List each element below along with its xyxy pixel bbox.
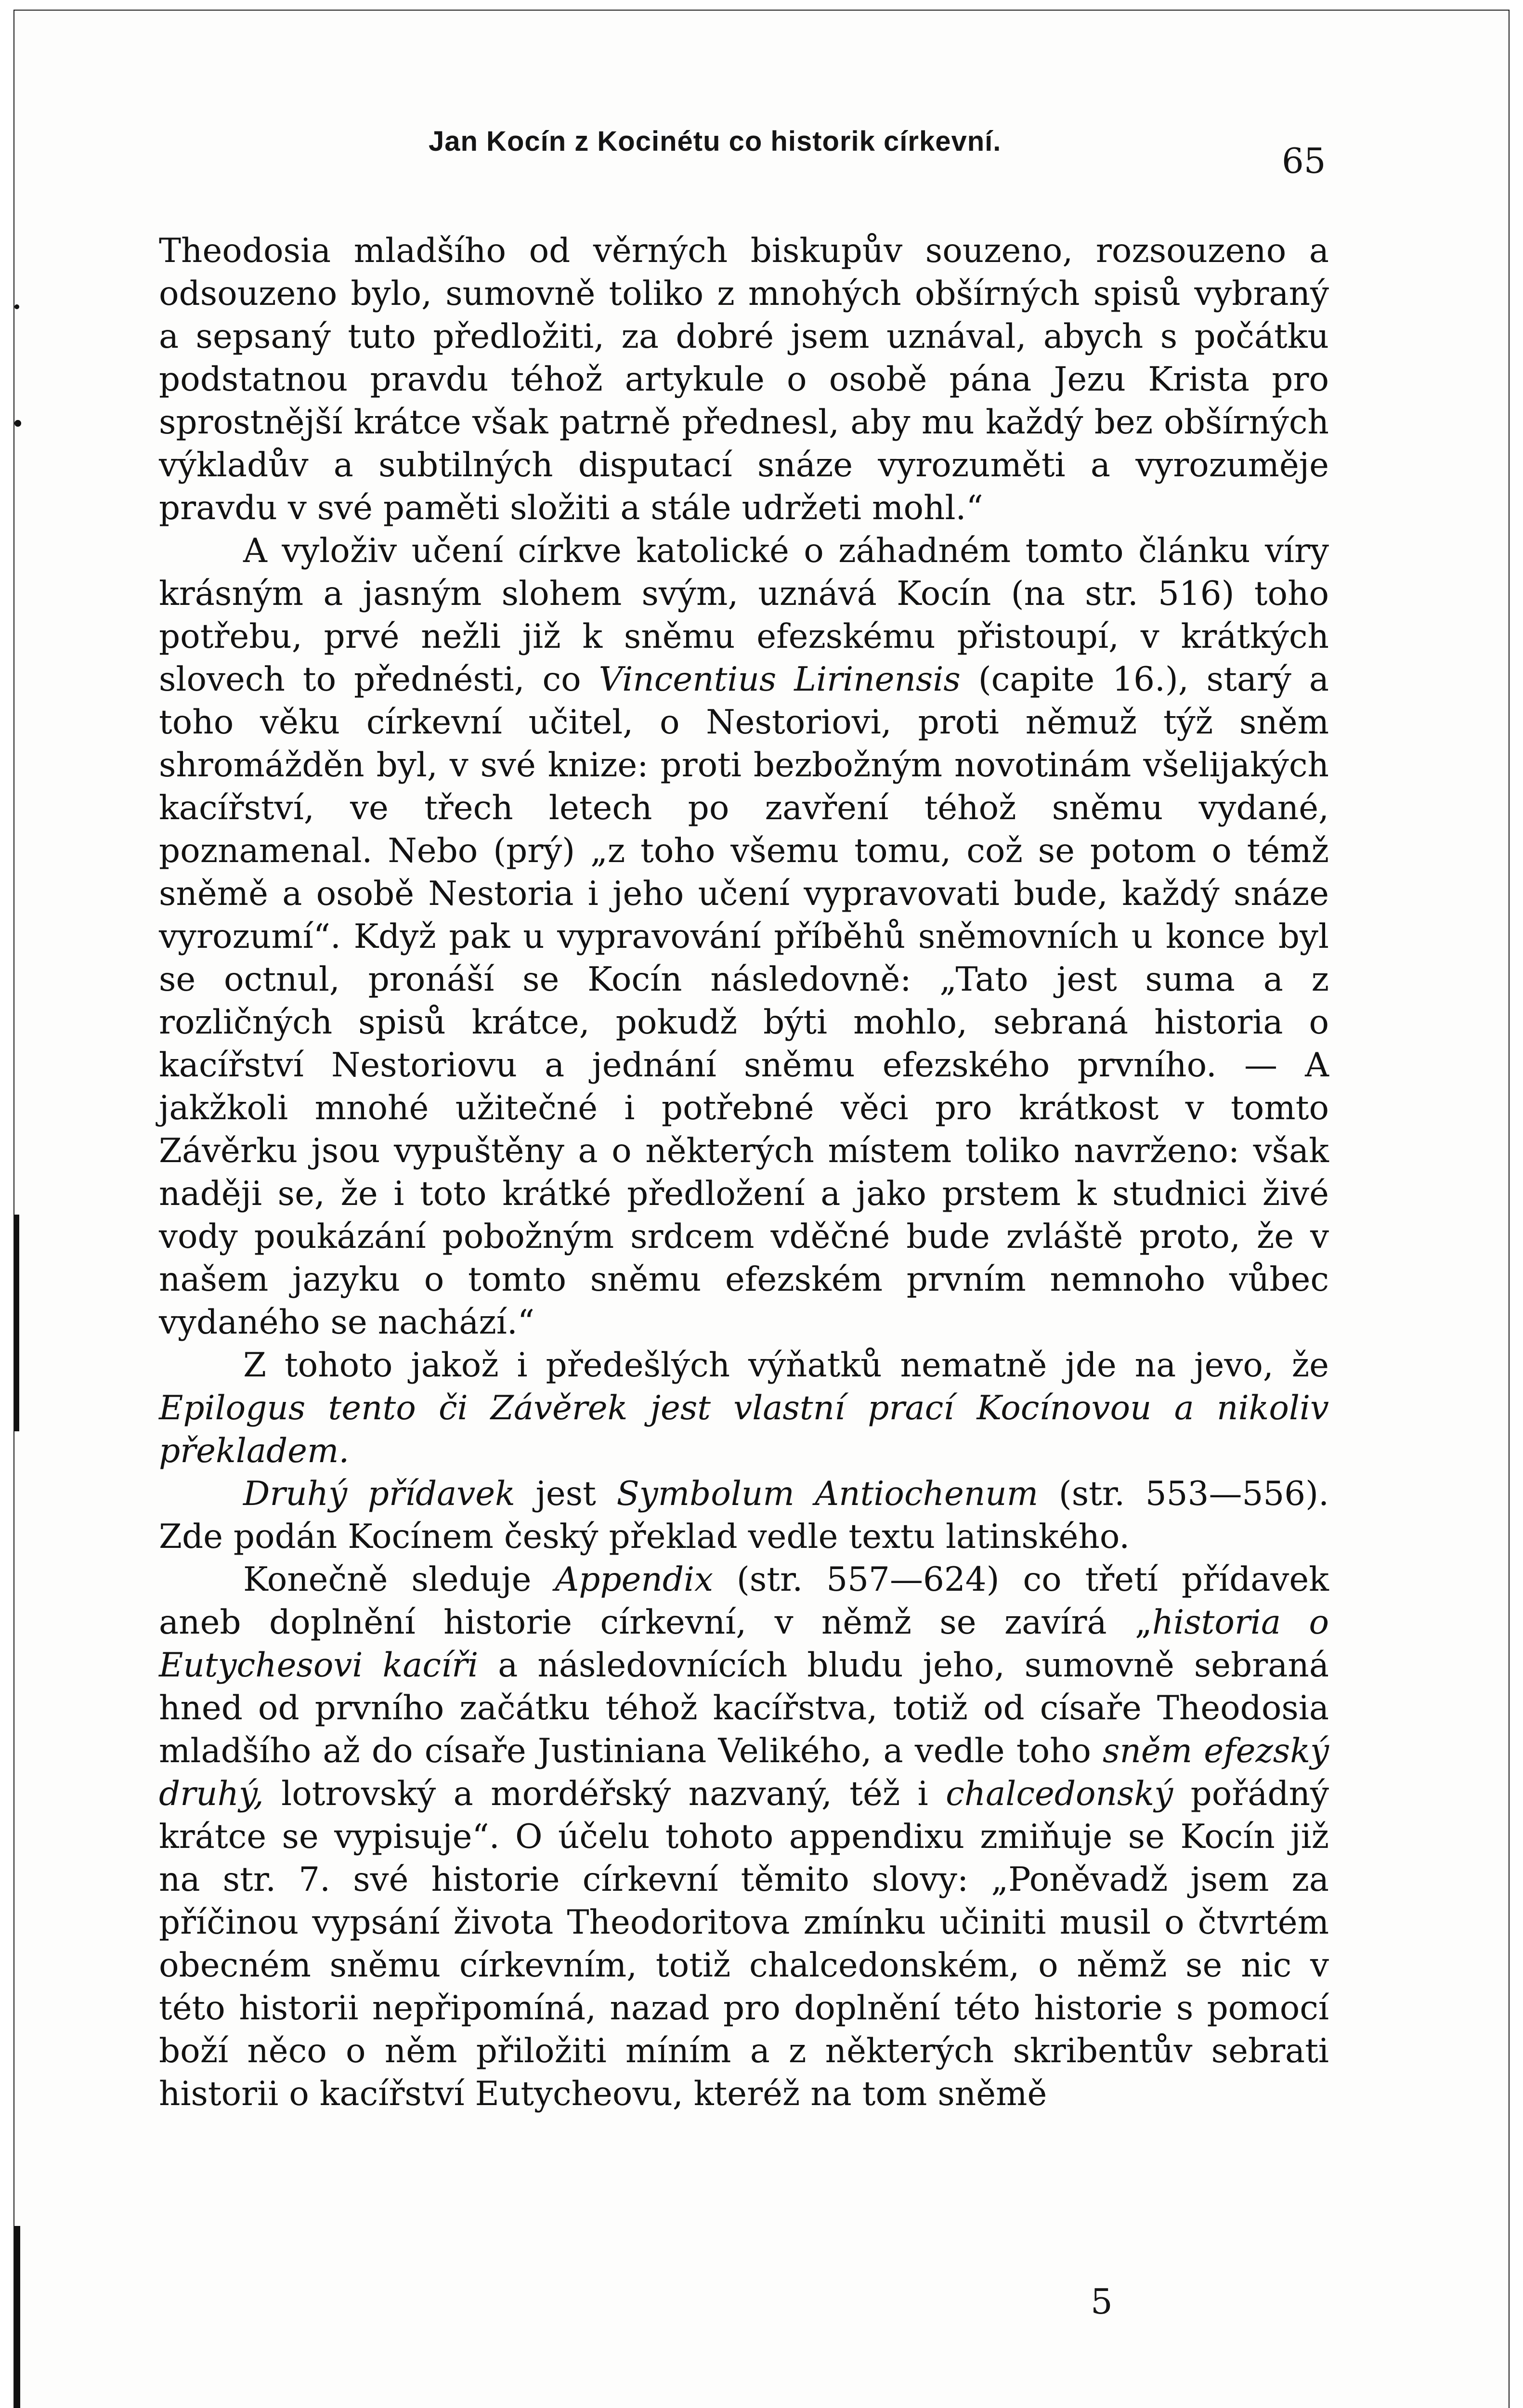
- text-run: a následovnících bludu jeho, sumovně sebraná hned od prvního začátku téhož kacířstva, totiž od císaře Theodosia mladšího až do císaře Justiniana Velikého, a vedle toho: [159, 1646, 1329, 1770]
- italic-text: chalcedonský: [946, 1775, 1173, 1813]
- text-run: (str. 557—624) co třetí přídavek aneb doplnění historie církevní, v němž se zavírá „: [159, 1560, 1329, 1642]
- running-head: Jan Kocín z Kocinétu co historik církevní.: [429, 126, 1002, 157]
- text-run: jest: [515, 1475, 617, 1513]
- paragraph: [159, 1558, 1329, 2116]
- page-number: 65: [1282, 141, 1326, 181]
- scan-shadow: [14, 2226, 20, 2408]
- signature-mark: 5: [1091, 2281, 1113, 2322]
- book-page: [14, 11, 1509, 2408]
- italic-text: sněm efezský druhý,: [159, 1732, 1329, 1813]
- scan-mark: [14, 304, 19, 309]
- text-run: Konečně sleduje: [243, 1560, 555, 1599]
- italic-text: Symbolum Antiochenum: [616, 1475, 1039, 1513]
- scan-shadow: [14, 1215, 19, 1431]
- body-text: [159, 230, 1329, 2116]
- text-run: Theodosia mladšího od věrných biskupův souzeno, rozsouzeno a odsouzeno bylo, sumovně toliko z mnohých obšírných spisů vybraný a sepsaný tuto předložiti, za dobré jsem uznával, abych s počátku podstatnou pravdu téhož artykule o osobě pána Jezu Krista pro sprostnější krátce však patrně přednesl, aby mu každý bez obšírných výkladův a subtilných disputací snáze vyrozuměti a vyrozuměje pravdu v své paměti složiti a stále udržeti mohl.“: [159, 232, 1329, 527]
- paragraph: [159, 530, 1329, 1344]
- italic-text: historia o Eutychesovi kacíři: [159, 1603, 1329, 1685]
- italic-text: Appendix: [555, 1560, 714, 1599]
- text-run: (str. 553—556). Zde podán Kocínem český překlad vedle textu latinského.: [159, 1475, 1329, 1556]
- text-run: lotrovský a mordéřský nazvaný, též i: [263, 1775, 946, 1813]
- text-run: Z tohoto jakož i předešlých výňatků nematně jde na jevo, že: [243, 1346, 1329, 1385]
- paragraph: [159, 1473, 1329, 1558]
- paragraph: [159, 230, 1329, 530]
- italic-text: Vincentius Lirinensis: [599, 660, 961, 699]
- text-run: pořádný krátce se vypisuje“. O účelu tohoto appendixu zmiňuje se Kocín již na str. 7. své historie církevní těmito slovy: „Poněvadž jsem za příčinou vypsání života Theodoritova zmínku učiniti musil o čtvrtém obecném sněmu církevním, totiž chalcedonském, o němž se nic v této historii nepřipomíná, nazad pro doplnění této historie s pomocí boží něco o něm přiložiti míním a z některých skribentův sebrati historii o kacířství Eutycheovu, kteréž na tom sněmě: [159, 1775, 1329, 2113]
- scan-mark: [14, 420, 21, 427]
- italic-text: Druhý přídavek: [243, 1475, 515, 1513]
- paragraph: [159, 1344, 1329, 1473]
- text-run: A vyloživ učení církve katolické o záhadném tomto článku víry krásným a jasným slohem svým, uznává Kocín (na str. 516) toho potřebu, prvé nežli již k sněmu efezskému přistoupí, v krátkých slovech to přednésti, co: [159, 532, 1329, 699]
- text-run: (capite 16.), starý a toho věku církevní učitel, o Nestoriovi, proti němuž týž sněm shromážděn byl, v své knize: proti bezbožným novotinám všelijakých kacířství, ve třech letech po zavření téhož sněmu vydané, poznamenal. Nebo (prý) „z toho všemu tomu, což se potom o témž sněmě a osobě Nestoria i jeho učení vypravovati bude, každý snáze vyrozumí“. Když pak u vypravování příběhů sněmovních u konce byl se octnul, pronáší se Kocín následovně: „Tato jest suma a z rozličných spisů krátce, pokudž býti mohlo, sebraná historia o kacířství Nestoriovu a jednání sněmu efezského prvního. — A jakžkoli mnohé užitečné i potřebné věci pro krátkost v tomto Závěrku jsou vypuštěny a o některých místem toliko navrženo: však naději se, že i toto krátké předložení a jako prstem k studnici živé vody poukázání pobožným srdcem vděčné bude zvláště proto, že v našem jazyku o tomto sněmu efezském prvním nemnoho vůbec vydaného se nachází.“: [159, 660, 1329, 1342]
- italic-text: Epilogus tento či Závěrek jest vlastní prací Kocínovou a nikoliv překladem.: [159, 1389, 1329, 1470]
